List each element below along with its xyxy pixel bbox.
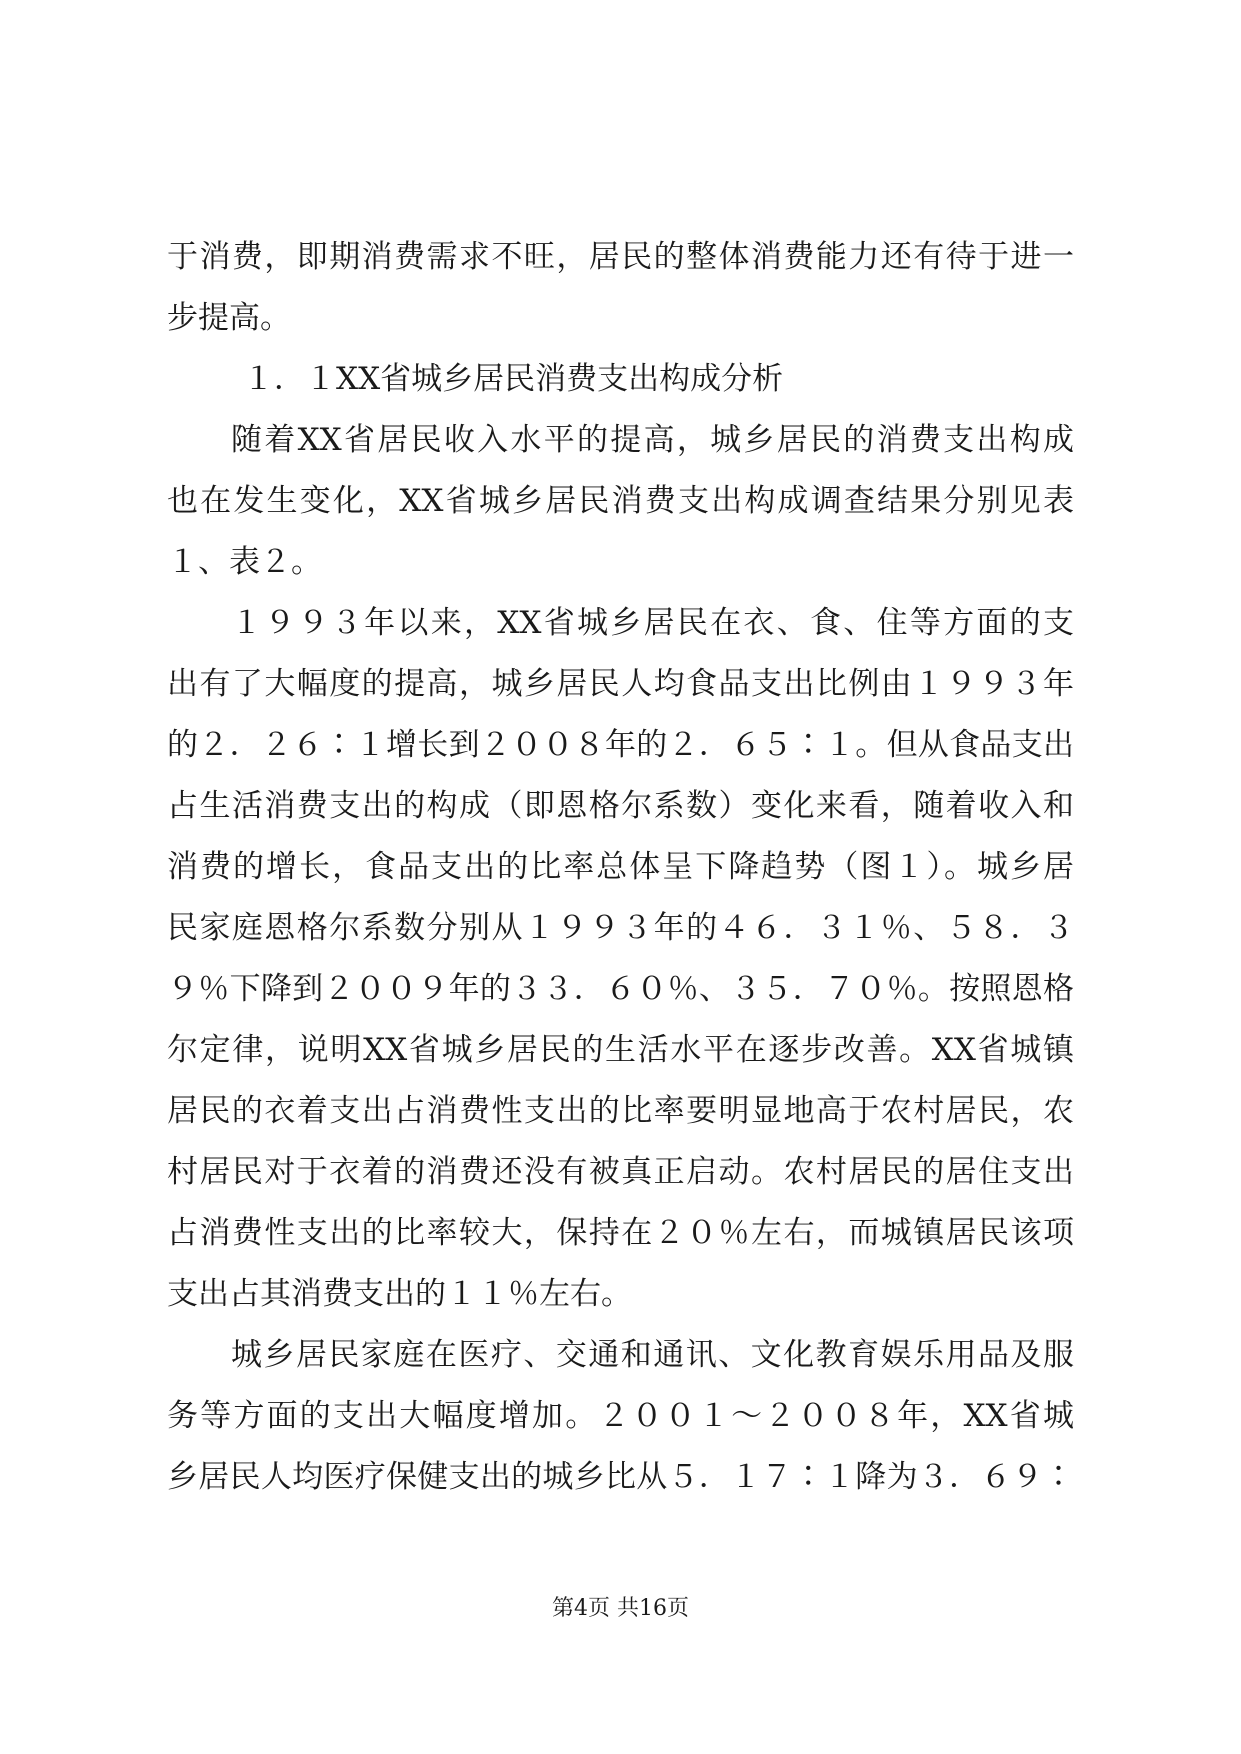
text-line: 尔定律，说明XX省城乡居民的生活水平在逐步改善。XX省城镇 [167, 1032, 1074, 1068]
text-line: 务等方面的支出大幅度增加。２００１～２００８年，XX省城 [167, 1398, 1074, 1434]
text-line: 出有了大幅度的提高，城乡居民人均食品支出比例由１９９３年 [167, 666, 1074, 702]
text-line: 占消费性支出的比率较大，保持在２０％左右，而城镇居民该项 [167, 1215, 1074, 1251]
text-line: 占生活消费支出的构成（即恩格尔系数）变化来看，随着收入和 [167, 788, 1074, 824]
text-line: 消费的增长，食品支出的比率总体呈下降趋势（图１）。城乡居 [167, 849, 1074, 885]
text-line: 乡居民人均医疗保健支出的城乡比从５．１７∶１降为３．６９∶ [167, 1459, 1074, 1495]
text-line: 随着XX省居民收入水平的提高，城乡居民的消费支出构成 [231, 422, 1074, 458]
page-footer: 第4页 共16页 [552, 1596, 689, 1621]
section-heading: １．１XX省城乡居民消费支出构成分析 [243, 361, 784, 397]
text-line: 的２．２６∶１增长到２００８年的２．６５∶１。但从食品支出 [167, 727, 1074, 763]
text-line: 步提高。 [167, 300, 291, 336]
text-line: １９９３年以来，XX省城乡居民在衣、食、住等方面的支 [231, 605, 1074, 641]
text-line: 城乡居民家庭在医疗、交通和通讯、文化教育娱乐用品及服 [231, 1337, 1074, 1373]
text-line: 居民的衣着支出占消费性支出的比率要明显地高于农村居民，农 [167, 1093, 1074, 1129]
text-line: 于消费，即期消费需求不旺，居民的整体消费能力还有待于进一 [167, 239, 1074, 275]
text-line: 村居民对于衣着的消费还没有被真正启动。农村居民的居住支出 [167, 1154, 1074, 1190]
text-line: １、表２。 [167, 544, 322, 580]
text-line: 也在发生变化，XX省城乡居民消费支出构成调查结果分别见表 [167, 483, 1074, 519]
text-line: ９％下降到２００９年的３３．６０％、３５．７０％。按照恩格 [167, 971, 1074, 1007]
body-text [167, 227, 1074, 1508]
text-line: 支出占其消费支出的１１％左右。 [167, 1276, 632, 1312]
text-line: 民家庭恩格尔系数分别从１９９３年的４６．３１％、５８．３ [167, 910, 1074, 946]
